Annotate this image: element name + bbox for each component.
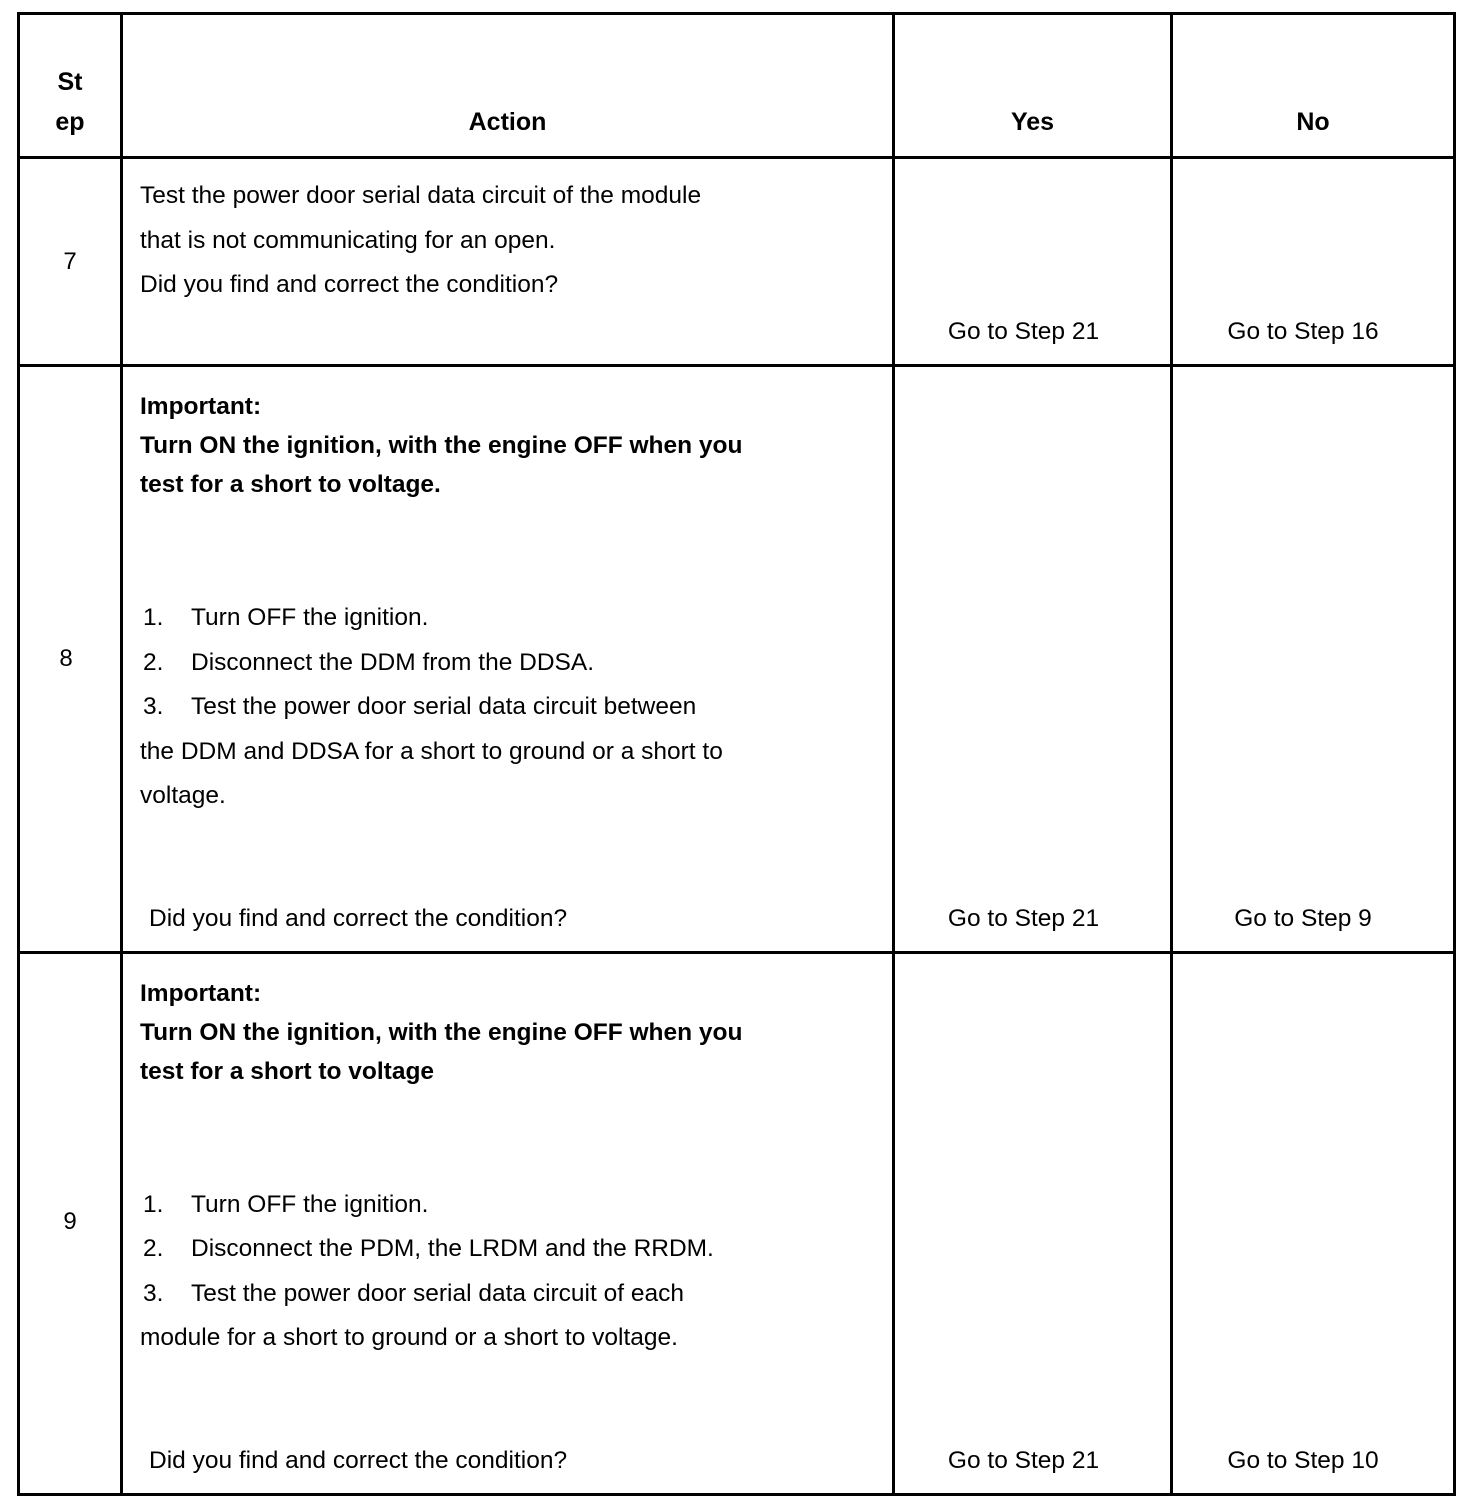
important-label: Important: <box>140 979 262 1007</box>
list-item: 3. Test the power door serial data circuit of each <box>143 1279 684 1307</box>
no-cell <box>1172 366 1455 952</box>
yes-cell <box>894 366 1172 952</box>
action-question: Did you find and correct the condition? <box>140 271 559 299</box>
step-number: 7 <box>19 158 122 366</box>
action-cell <box>122 158 894 366</box>
important-label: Important: <box>140 393 262 421</box>
list-item-continuation: the DDM and DDSA for a short to ground or a short to <box>140 737 723 765</box>
yes-cell <box>894 952 1172 1494</box>
action-cell <box>122 952 894 1494</box>
yes-cell <box>894 158 1172 366</box>
action-line: that is not communicating for an open. <box>140 226 556 254</box>
header-step-line1: St <box>57 68 83 97</box>
step-number: 9 <box>19 952 122 1494</box>
list-item: 3. Test the power door serial data circuit between <box>143 693 697 721</box>
yes-link[interactable]: Go to Step 21 <box>947 1447 1100 1474</box>
action-question: Did you find and correct the condition? <box>149 1447 568 1474</box>
list-item-continuation: module for a short to ground or a short to voltage. <box>140 1324 678 1352</box>
header-yes: Yes <box>894 14 1172 158</box>
important-line: test for a short to voltage <box>140 1057 435 1085</box>
header-no: No <box>1172 14 1455 158</box>
important-line: Turn ON the ignition, with the engine OFF when you <box>140 432 743 460</box>
no-link[interactable]: Go to Step 16 <box>1227 318 1379 346</box>
list-item: 1. Turn OFF the ignition. <box>143 1190 429 1218</box>
action-question: Did you find and correct the condition? <box>149 904 568 932</box>
no-cell <box>1172 952 1455 1494</box>
list-item-continuation: voltage. <box>140 782 226 810</box>
header-row <box>19 14 1455 158</box>
no-link[interactable]: Go to Step 9 <box>1234 904 1372 932</box>
important-line: Turn ON the ignition, with the engine OFF when you <box>140 1018 743 1046</box>
diagnostic-table <box>17 12 1456 1496</box>
table-row <box>19 158 1455 366</box>
table-row <box>19 366 1455 952</box>
action-line: Test the power door serial data circuit of the module <box>140 182 702 210</box>
list-item: 2. Disconnect the DDM from the DDSA. <box>143 648 595 676</box>
list-item: 2. Disconnect the PDM, the LRDM and the RRDM. <box>143 1235 714 1263</box>
header-action: Action <box>122 14 894 158</box>
header-step <box>19 14 122 158</box>
action-cell <box>122 366 894 952</box>
header-step-line2: ep <box>55 108 85 137</box>
table-row <box>19 952 1455 1494</box>
list-item: 1. Turn OFF the ignition. <box>143 604 429 632</box>
step-number: 8 <box>19 366 122 952</box>
important-line: test for a short to voltage. <box>140 471 441 499</box>
yes-link[interactable]: Go to Step 21 <box>947 318 1100 346</box>
no-cell <box>1172 158 1455 366</box>
no-link[interactable]: Go to Step 10 <box>1227 1447 1379 1474</box>
yes-link[interactable]: Go to Step 21 <box>947 904 1100 932</box>
